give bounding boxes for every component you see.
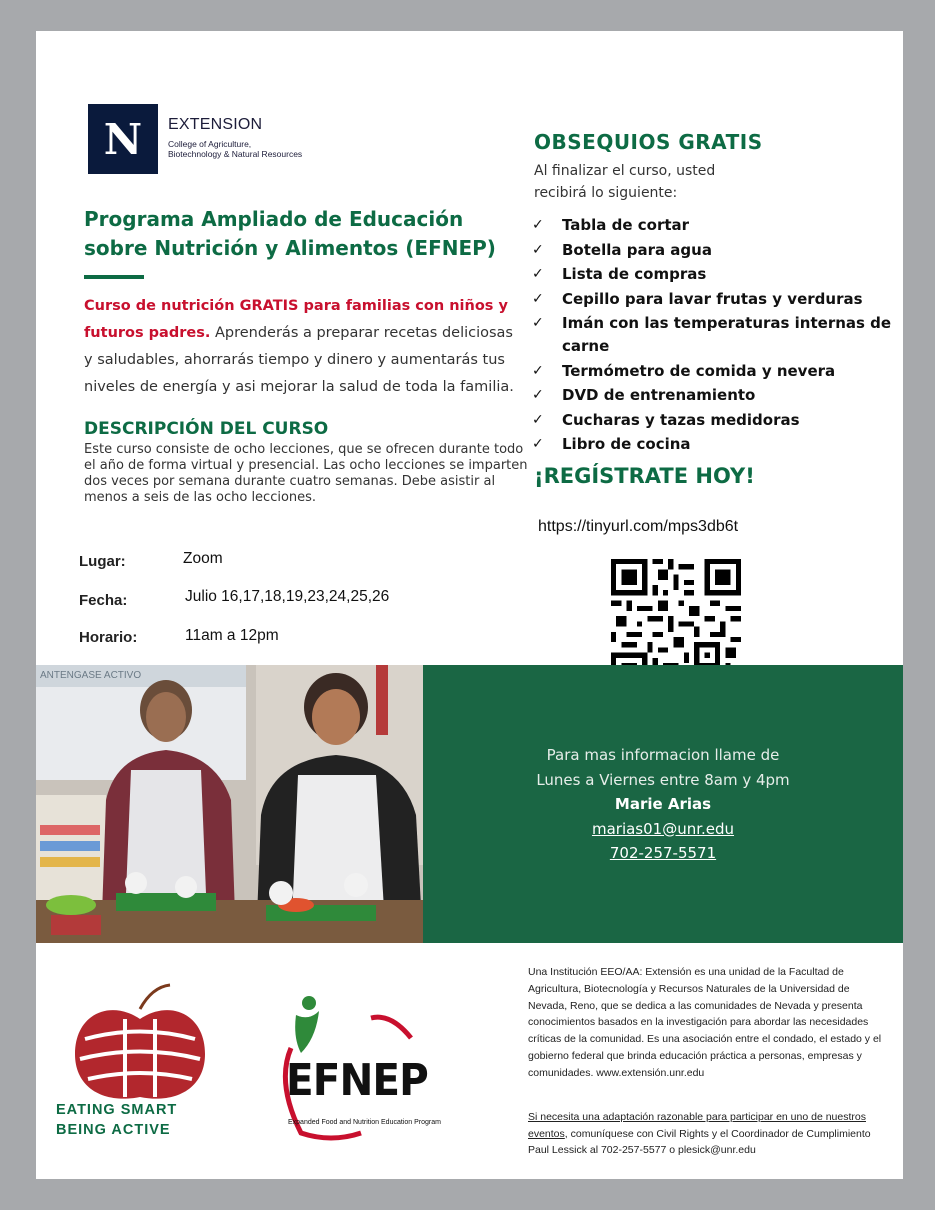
eating-smart-line: BEING ACTIVE — [56, 1122, 171, 1138]
checkmark-icon: ✓ — [532, 217, 544, 233]
eeo-statement: Una Institución EEO/AA: Extensión es una unidad de la Facultad de Agricultura, Biotecnología y Recursos Naturales de la Universidad de Nevada, Reno, que se dedica a las comunidades de Nevada y presenta conocimientos basados en la investigación para abordar las necesidades críticas de la comunidad. Es una asociación entre el condado, el estado y el gobierno federal que brinda educación práctica a personas, empresas y comunidades. www.extensión.unr.edu — [528, 966, 882, 1079]
gift-item — [532, 360, 892, 383]
gift-item — [532, 239, 892, 262]
checkmark-icon: ✓ — [532, 362, 544, 379]
gifts-intro-line: Al finalizar el curso, usted — [534, 163, 716, 179]
register-heading: ¡REGÍSTRATE HOY! — [534, 464, 755, 488]
intro-text: Aprenderás a preparar recetas deliciosas y saludables, ahorrarás tiempo y dinero y aumentarás tus niveles de energía y asi mejorar la salud de toda la familia. — [84, 325, 514, 395]
gift-item-label: Tabla de cortar — [562, 216, 690, 234]
place-value: Zoom — [183, 550, 223, 567]
gift-item-label: Cepillo para lavar frutas y verduras — [562, 289, 863, 308]
checkmark-icon: ✓ — [532, 290, 544, 307]
date-value: Julio 16,17,18,19,23,24,25,26 — [185, 588, 390, 605]
time-value: 11am a 12pm — [185, 627, 279, 644]
contact-info — [423, 743, 903, 866]
date-label: Fecha: — [79, 592, 128, 609]
efnep-subtitle: Expanded Food and Nutrition Education Program — [288, 1119, 441, 1126]
accommodation-statement — [528, 1109, 888, 1159]
checkmark-icon: ✓ — [532, 266, 544, 282]
gift-item — [532, 409, 892, 432]
program-title-line: sobre Nutrición y Alimentos (EFNEP) — [84, 236, 496, 260]
program-title — [84, 205, 524, 263]
extension-subtitle — [168, 139, 368, 159]
extension-subtitle-line: Biotechnology & Natural Resources — [168, 149, 303, 159]
intro-paragraph — [84, 293, 524, 401]
contact-line: Para mas informacion llame de — [546, 746, 780, 764]
checkmark-icon: ✓ — [532, 315, 544, 331]
extension-subtitle-line: College of Agriculture, — [168, 139, 252, 149]
course-description: Este curso consiste de ocho lecciones, que se ofrecen durante todo el año de forma virtual y presencial. Las ocho lecciones se imparten dos veces por semana durante cuatro semanas. Debe asistir al menos a seis de las ocho lecciones. — [84, 442, 528, 505]
contact-email-link[interactable]: marias01@unr.edu — [591, 819, 735, 838]
checkmark-icon: ✓ — [532, 387, 544, 403]
gift-list — [532, 214, 892, 458]
accommodation-link[interactable]: Si necesita una adaptación razonable para participar en uno de nuestros eventos — [528, 1111, 866, 1140]
gift-item-label: Botella para agua — [562, 240, 712, 259]
logo-letter: N — [103, 114, 143, 164]
flyer-page — [36, 31, 903, 1179]
gift-item-label: Lista de compras — [562, 265, 707, 283]
title-divider — [84, 275, 144, 279]
photo-sign-text: ANTENGASE ACTIVO — [40, 670, 142, 681]
checkmark-icon: ✓ — [532, 241, 544, 258]
eating-smart-line: EATING SMART — [56, 1102, 178, 1118]
time-label: Horario: — [79, 629, 138, 646]
gifts-intro-line: recibirá lo siguiente: — [534, 185, 678, 201]
contact-phone-link[interactable]: 702-257-5571 — [609, 844, 717, 862]
checkmark-icon: ✓ — [532, 436, 544, 452]
class-photo — [36, 665, 423, 943]
gift-item — [532, 214, 892, 237]
contact-line: Lunes a Viernes entre 8am y 4pm — [536, 770, 790, 789]
gift-item — [532, 433, 892, 456]
unr-logo — [88, 104, 158, 174]
gift-item-label: Cucharas y tazas medidoras — [562, 410, 800, 429]
contact-name: Marie Arias — [614, 795, 712, 813]
gift-item-label: Libro de cocina — [562, 435, 691, 453]
gift-item-label: Termómetro de comida y nevera — [562, 361, 836, 380]
register-url[interactable]: https://tinyurl.com/mps3db6t — [538, 518, 739, 535]
gift-item-label: Imán con las temperaturas internas de carne — [562, 314, 892, 355]
contact-band — [423, 665, 903, 943]
intro-highlight: Curso de nutrición GRATIS para familias con niños y futuros padres. — [84, 298, 508, 341]
checkmark-icon: ✓ — [532, 411, 544, 428]
gifts-heading: OBSEQUIOS GRATIS — [534, 130, 763, 154]
extension-title: EXTENSION — [168, 116, 263, 133]
place-label: Lugar: — [79, 553, 126, 570]
gift-item — [532, 312, 892, 358]
course-heading: DESCRIPCIÓN DEL CURSO — [84, 419, 329, 439]
eating-smart-text — [56, 1100, 177, 1140]
efnep-wordmark: EFNEP — [286, 1055, 428, 1106]
gift-item — [532, 384, 892, 407]
gift-item — [532, 288, 892, 311]
accommodation-text: , comuníquese con Civil Rights y el Coordinador de Cumplimiento Paul Lessick al 702-257-5577 o plesick@unr.edu — [528, 1127, 871, 1156]
gift-item-label: DVD de entrenamiento — [562, 386, 756, 404]
gifts-intro — [534, 160, 754, 204]
gift-item — [532, 263, 892, 286]
program-title-line: Programa Ampliado de Educación — [84, 207, 464, 231]
